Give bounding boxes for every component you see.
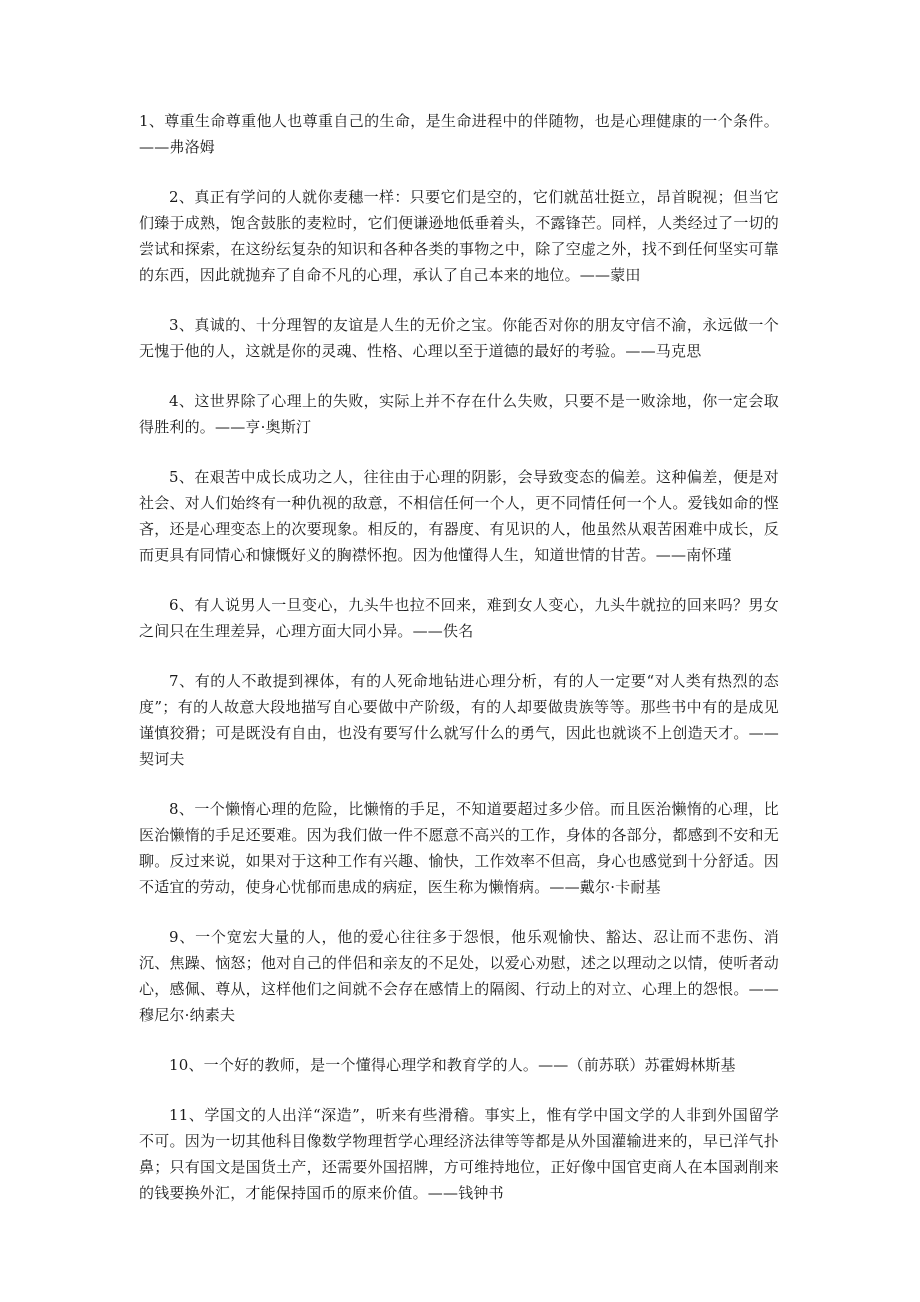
- quote-paragraph: 4、这世界除了心理上的失败，实际上并不存在什么失败，只要不是一败涂地，你一定会取得胜利的。——亨·奥斯汀: [139, 392, 779, 436]
- quote-paragraph: 10、一个好的教师，是一个懂得心理学和教育学的人。——（前苏联）苏霍姆林斯基: [169, 1056, 736, 1074]
- quote-paragraph: 1、尊重生命尊重他人也尊重自己的生命，是生命进程中的伴随物，也是心理健康的一个条件。——弗洛姆: [139, 112, 779, 156]
- quote-paragraph: 6、有人说男人一旦变心，九头牛也拉不回来，难到女人变心，九头牛就拉的回来吗？男女之间只在生理差异，心理方面大同小异。——佚名: [139, 596, 779, 640]
- quote-paragraph: 5、在艰苦中成长成功之人，往往由于心理的阴影，会导致变态的偏差。这种偏差，便是对社会、对人们始终有一种仇视的敌意，不相信任何一个人，更不同情任何一个人。爱钱如命的悭吝，还是心理变态上的次要现象。相反的，有器度、有见识的人，他虽然从艰苦困难中成长，反而更具有同情心和慷慨好义的胸襟怀抱。因为他懂得人生，知道世情的甘苦。——南怀瑾: [139, 468, 779, 564]
- quote-paragraph: 2、真正有学问的人就你麦穗一样：只要它们是空的，它们就茁壮挺立，昂首睨视；但当它们臻于成熟，饱含鼓胀的麦粒时，它们便谦逊地低垂着头，不露锋芒。同样，人类经过了一切的尝试和探索，在这纷纭复杂的知识和各种各类的事物之中，除了空虚之外，找不到任何坚实可靠的东西，因此就抛弃了自命不凡的心理，承认了自己本来的地位。——蒙田: [139, 188, 779, 284]
- quote-paragraph: 11、学国文的人出洋“深造”，听来有些滑稽。事实上，惟有学中国文学的人非到外国留学不可。因为一切其他科目像数学物理哲学心理经济法律等等都是从外国灌输进来的，早已洋气扑鼻；只有国文是国货土产，还需要外国招牌，方可维持地位，正好像中国官吏商人在本国剥削来的钱要换外汇，才能保持国币的原来价值。——钱钟书: [139, 1106, 779, 1202]
- quote-paragraph: 3、真诚的、十分理智的友谊是人生的无价之宝。你能否对你的朋友守信不渝，永远做一个无愧于他的人，这就是你的灵魂、性格、心理以至于道德的最好的考验。——马克思: [139, 316, 779, 360]
- quote-paragraph: 8、一个懒惰心理的危险，比懒惰的手足，不知道要超过多少倍。而且医治懒惰的心理，比医治懒惰的手足还要难。因为我们做一件不愿意不高兴的工作，身体的各部分，都感到不安和无聊。反过来说，如果对于这种工作有兴趣、愉快，工作效率不但高，身心也感觉到十分舒适。因不适宜的劳动，使身心忧郁而患成的病症，医生称为懒惰病。——戴尔·卡耐基: [139, 800, 779, 896]
- quote-paragraph: 9、一个宽宏大量的人，他的爱心往往多于怨恨，他乐观愉快、豁达、忍让而不悲伤、消沉、焦躁、恼怒；他对自己的伴侣和亲友的不足处，以爱心劝慰，述之以理动之以情，使听者动心，感佩、尊从，这样他们之间就不会存在感情上的隔阂、行动上的对立、心理上的怨恨。——穆尼尔·纳素夫: [139, 928, 779, 1024]
- quote-paragraph: 7、有的人不敢提到裸体，有的人死命地钻进心理分析，有的人一定要“对人类有热烈的态度”；有的人故意大段地描写自心要做中产阶级，有的人却要做贵族等等。那些书中有的是成见谨慎狡猾；可是既没有自由，也没有要写什么就写什么的勇气，因此也就谈不上创造天才。——契诃夫: [139, 672, 779, 768]
- document-page: [139, 108, 779, 1206]
